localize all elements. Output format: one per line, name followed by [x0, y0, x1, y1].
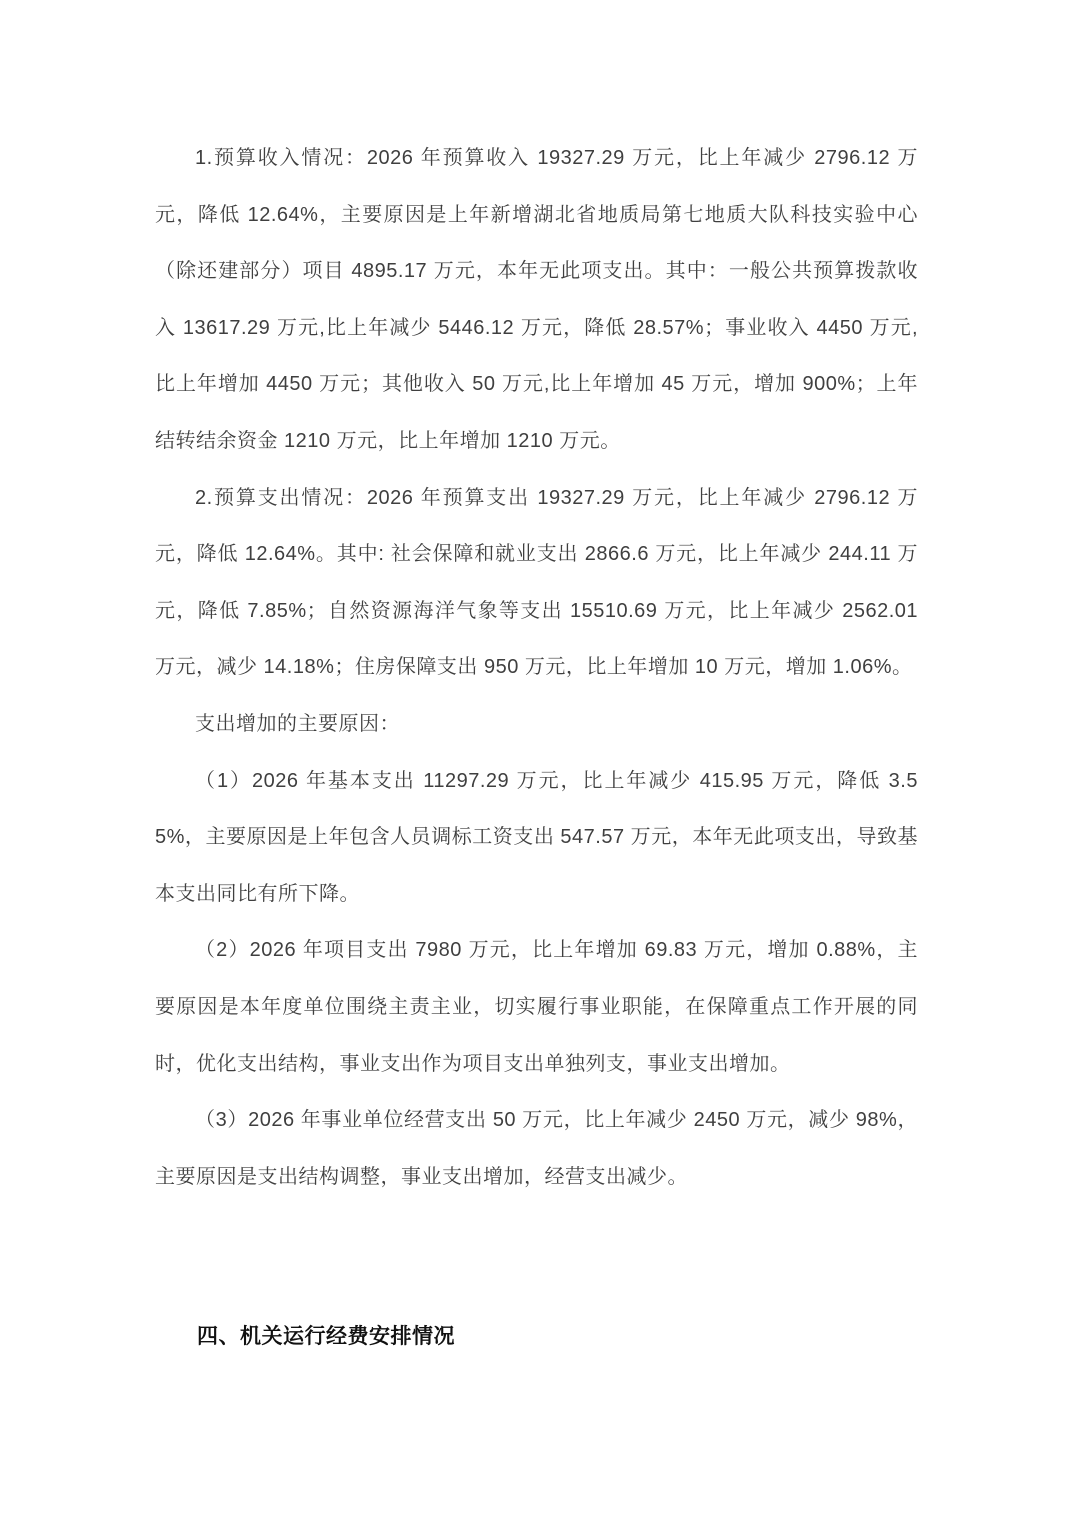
document-content — [155, 130, 918, 1366]
paragraph-expense-increase-reasons-label: 支出增加的主要原因： — [195, 712, 400, 735]
section-heading: 四、机关运行经费安排情况 — [197, 1325, 455, 1349]
paragraph-project-expenditure: （2）2026 年项目支出 7980 万元，比上年增加 69.83 万元，增加 0.88%，主要原因是本年度单位围绕主责主业，切实履行事业职能，在保障重点工作开展的同时，优化支出结构，事业支出作为项目支出单独列支，事业支出增加。 — [155, 939, 918, 1075]
paragraph-basic-expenditure: （1）2026 年基本支出 11297.29 万元，比上年减少 415.95 万元，降低 3.55%，主要原因是上年包含人员调标工资支出 547.57 万元，本年无此项支出，导致基本支出同比有所下降。 — [155, 769, 918, 905]
paragraph-budget-income: 1.预算收入情况：2026 年预算收入 19327.29 万元，比上年减少 2796.12 万元，降低 12.64%，主要原因是上年新增湖北省地质局第七地质大队科技实验中心（除还建部分）项目 4895.17 万元，本年无此项支出。其中：一般公共预算拨款收入 13617.29 万元,比上年减少 5446.12 万元，降低 28.57%；事业收入 4450 万元,比上年增加 4450 万元；其他收入 50 万元,比上年增加 45 万元，增加 900%；上年结转结余资金 1210 万元，比上年增加 1210 万元。 — [155, 147, 918, 452]
paragraph-budget-expenditure: 2.预算支出情况：2026 年预算支出 19327.29 万元，比上年减少 2796.12 万元，降低 12.64%。其中: 社会保障和就业支出 2866.6 万元，比上年减少 244.11 万元，降低 7.85%；自然资源海洋气象等支出 15510.69 万元，比上年减少 2562.01 万元，减少 14.18%；住房保障支出 950 万元，比上年增加 10 万元，增加 1.06%。 — [155, 486, 918, 679]
paragraph-operating-expenditure: （3）2026 年事业单位经营支出 50 万元，比上年减少 2450 万元，减少 98%，主要原因是支出结构调整，事业支出增加，经营支出减少。 — [155, 1109, 918, 1188]
